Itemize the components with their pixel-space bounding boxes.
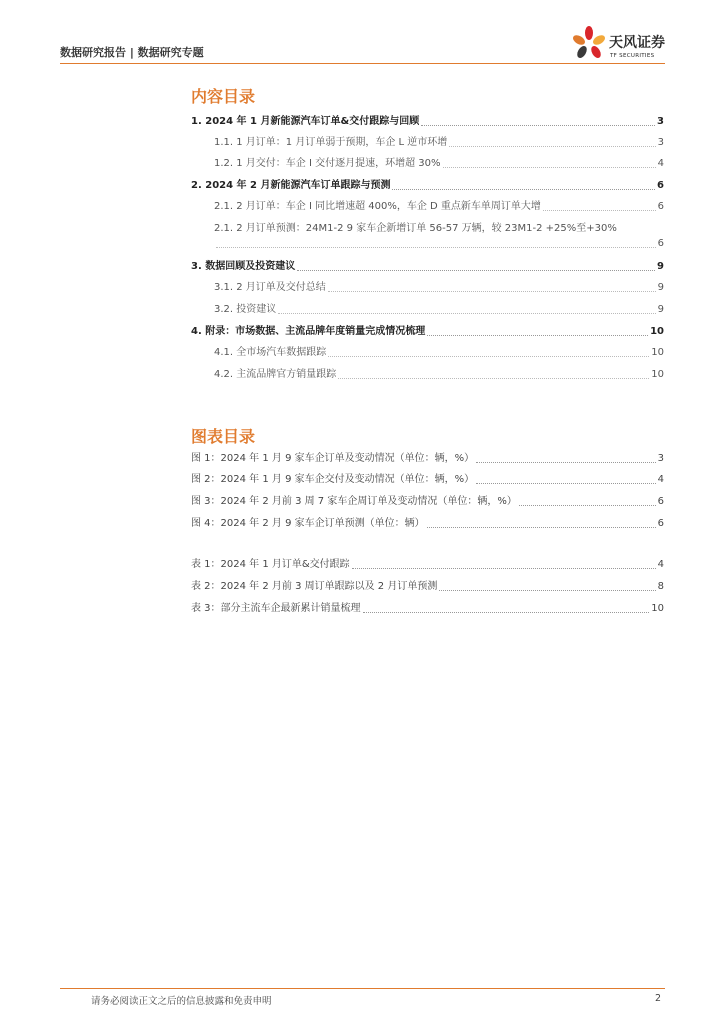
toc-entry-text: 3.2. 投资建议 xyxy=(214,304,277,315)
toc-entry-page: 10 xyxy=(651,369,664,380)
figure-entry[interactable] xyxy=(191,517,664,531)
toc-entry-text: 2.1. 2 月订单：车企 I 同比增速超 400%，车企 D 重点新车单周订单大增 xyxy=(214,201,541,212)
dot-leader xyxy=(352,567,656,569)
page-number: 2 xyxy=(655,993,662,1004)
dot-leader xyxy=(519,504,656,506)
disclaimer-text: 请务必阅读正文之后的信息披露和免责申明 xyxy=(91,996,272,1007)
figure-entry-page: 6 xyxy=(657,518,664,529)
toc-entry-page: 4 xyxy=(657,158,664,169)
dot-leader xyxy=(363,611,650,613)
logo-english-name: TF SECURITIES xyxy=(610,53,655,59)
toc-entry-page: 3 xyxy=(657,116,664,127)
contents-title: 内容目录 xyxy=(191,87,256,106)
table-entry-text: 表 2：2024 年 2 月前 3 周订单跟踪以及 2 月订单预测 xyxy=(191,581,438,592)
figure-entry-page: 3 xyxy=(657,453,664,464)
toc-entry-text: 3. 数据回顾及投资建议 xyxy=(191,261,296,272)
dot-leader xyxy=(427,526,656,528)
toc-entry-page: 6 xyxy=(657,201,664,212)
table-entry[interactable] xyxy=(191,558,664,572)
toc-entry-page: 9 xyxy=(657,282,664,293)
toc-entry-page: 10 xyxy=(651,347,664,358)
table-entry[interactable] xyxy=(191,602,664,616)
dot-leader xyxy=(439,589,655,591)
toc-entry-text: 1. 2024 年 1 月新能源汽车订单&交付跟踪与回顾 xyxy=(191,116,420,127)
toc-entry-page: 9 xyxy=(657,261,664,272)
table-entry-page: 4 xyxy=(657,559,664,570)
toc-entry-text: 4.1. 全市场汽车数据跟踪 xyxy=(214,347,327,358)
table-entry-text: 表 1：2024 年 1 月订单&交付跟踪 xyxy=(191,559,350,570)
figure-entry-text: 图 1：2024 年 1 月 9 家车企订单及变动情况（单位：辆，%） xyxy=(191,453,475,464)
toc-entry-text: 4.2. 主流品牌官方销量跟踪 xyxy=(214,369,337,380)
footer-divider xyxy=(60,988,665,989)
toc-entry-text: 1.2. 1 月交付：车企 I 交付逐月提速，环增超 30% xyxy=(214,158,441,169)
figure-entry[interactable] xyxy=(191,452,664,466)
figure-entry[interactable] xyxy=(191,473,664,487)
figure-entry-page: 6 xyxy=(657,496,664,507)
figure-entry-text: 图 4：2024 年 2 月 9 家车企订单预测（单位：辆） xyxy=(191,518,425,529)
logo-chinese-name: 天风证券 xyxy=(609,35,665,51)
toc-entry-text: 1.1. 1 月订单：1 月订单弱于预期，车企 L 逆市环增 xyxy=(214,137,448,148)
table-entry-text: 表 3：部分主流车企最新累计销量梳理 xyxy=(191,603,361,614)
table-entry-page: 10 xyxy=(651,603,664,614)
toc-entry-page: 10 xyxy=(650,326,664,337)
toc-entry-text: 4. 附录：市场数据、主流品牌年度销量完成情况梳理 xyxy=(191,326,426,337)
figures-title: 图表目录 xyxy=(191,427,256,446)
toc-entry-text: 2.1. 2 月订单预测：24M1-2 9 家车企新增订单 56-57 万辆，较 23M1-2 +25%至+30% xyxy=(214,223,617,234)
toc-entry-page: 6 xyxy=(657,180,664,191)
report-category: 数据研究报告 | 数据研究专题 xyxy=(60,46,204,59)
figure-entry-page: 4 xyxy=(657,474,664,485)
dot-leader xyxy=(476,482,656,484)
toc-entry-page: 6 xyxy=(657,238,664,249)
figure-entry-text: 图 3：2024 年 2 月前 3 周 7 家车企周订单及变动情况（单位：辆，%） xyxy=(191,496,517,507)
toc-entry-page: 9 xyxy=(657,304,664,315)
dot-leader xyxy=(476,461,656,463)
table-entry-page: 8 xyxy=(657,581,664,592)
toc-entry-page: 3 xyxy=(657,137,664,148)
table-entry[interactable] xyxy=(191,580,664,594)
toc-entry-text: 3.1. 2 月订单及交付总结 xyxy=(214,282,326,293)
figure-entry-text: 图 2：2024 年 1 月 9 家车企交付及变动情况（单位：辆，%） xyxy=(191,474,475,485)
toc-entry-text: 2. 2024 年 2 月新能源汽车订单跟踪与预测 xyxy=(191,180,391,191)
figure-entry[interactable] xyxy=(191,495,664,509)
